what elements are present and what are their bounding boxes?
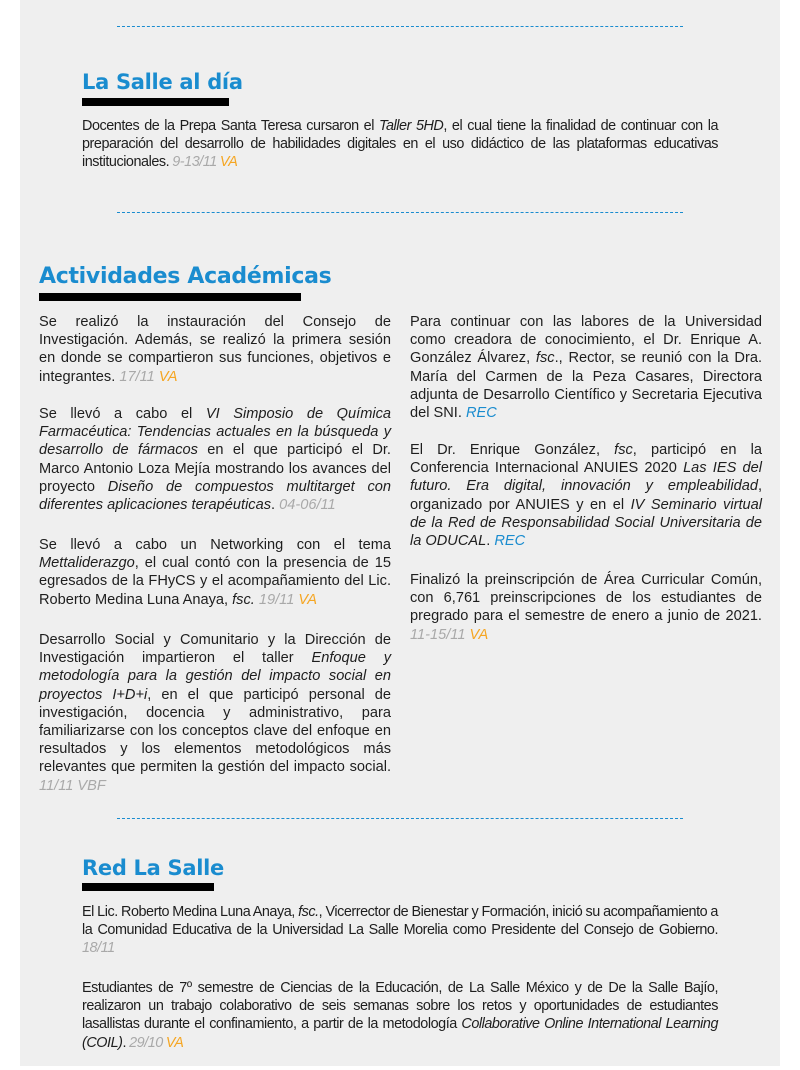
news-text: , el cual contó con la presencia de 15 egresados de la FHyCS y el acompañamiento del Lic. Roberto Medina Luna Anaya, — [39, 555, 391, 608]
news-text-italic: fsc. — [232, 591, 255, 608]
section-title-underline — [39, 293, 301, 301]
news-text: . — [271, 497, 280, 514]
news-date: 11/11 — [39, 777, 74, 794]
news-text: . — [486, 533, 495, 550]
section-divider — [117, 818, 683, 819]
section-title-la-salle-al-dia: La Salle al día — [82, 70, 243, 94]
news-text-italic: fsc — [535, 350, 555, 367]
news-text-italic: Collaborative Online International Learning (COIL) — [82, 1016, 718, 1051]
news-date: 18/11 — [82, 940, 115, 957]
news-item — [39, 405, 391, 514]
news-text-italic: Diseño de compuestos multitarget con diferentes aplicaciones terapéuticas — [39, 478, 391, 514]
section-divider — [117, 212, 683, 213]
news-source-tag: VA — [219, 154, 238, 171]
news-item — [410, 441, 762, 550]
news-date: 9-13/11 — [172, 154, 217, 171]
section-divider — [117, 26, 683, 27]
news-text: Desarrollo Social y Comunitario y la Dirección de Investigación impartieron el taller — [39, 632, 391, 667]
news-source-tag: REC — [494, 533, 526, 550]
news-source-tag: VA — [298, 591, 318, 608]
news-text: Finalizó la preinscripción de Área Curricular Común, con 6,761 preinscripciones de los estudiantes de pregrado para el semestre de enero a junio de 2021. — [410, 572, 762, 625]
news-text-italic: VI Simposio de Química Farmacéutica: Tendencias actuales en la búsqueda y desarrollo de fármacos — [39, 406, 392, 459]
news-source-tag: REC — [465, 405, 497, 422]
news-text: Docentes de la Prepa Santa Teresa cursaron el — [82, 118, 379, 134]
news-item — [39, 631, 391, 795]
news-item — [82, 979, 718, 1052]
news-date: 11-15/11 — [410, 626, 466, 643]
news-text: . — [122, 1034, 130, 1051]
section-title-underline — [82, 98, 229, 106]
news-text: , organizado por ANUIES y en el — [410, 478, 762, 513]
news-item — [410, 571, 762, 644]
news-text: Se llevó a cabo un Networking con el tema — [39, 537, 391, 553]
news-text: Para continuar con las labores de la Universidad como creadora de conocimiento, el Dr. Enrique A. González Álvarez, — [410, 314, 762, 367]
news-text-italic: Enfoque y metodología para la gestión del impacto social en proyectos I+D+i — [39, 650, 391, 703]
news-text-italic: fsc — [614, 442, 633, 458]
news-source-tag: VA — [158, 368, 178, 385]
news-source-tag: VBF — [77, 777, 106, 794]
news-item — [82, 117, 718, 172]
news-text: El Lic. Roberto Medina Luna Anaya, — [82, 904, 299, 920]
news-text: ., Rector, se reunió con la Dra. María del Carmen de la Peza Casares, Directora adjunta de Desarrollo Científico y Secretaria Ejecutiva del SNI. — [410, 350, 762, 422]
news-text: , el cual tiene la finalidad de continuar con la preparación del desarrollo de habilidades digitales en el uso didáctico de las plataformas educativas institucionales. — [82, 118, 719, 171]
news-text-italic: Mettaliderazgo — [39, 555, 135, 572]
news-source-tag: VA — [165, 1034, 184, 1051]
news-item — [39, 313, 391, 386]
news-item — [410, 313, 762, 422]
news-text-italic: IV Seminario virtual de la Red de Responsabilidad Social Universitaria de la ODUCAL — [410, 496, 762, 550]
news-text-italic: Las IES del futuro. Era digital, innovación y empleabilidad — [410, 460, 762, 495]
news-text-italic: fsc. — [298, 904, 319, 920]
news-text: Estudiantes de 7º semestre de Ciencias de la Educación, de La Salle México y de De la Salle Bajío, realizaron un trabajo colaborativo de seis semanas sobre los retos y oportunidades de estudiantes lasallistas durante el confinamiento, a partir de la metodología — [82, 980, 718, 1033]
news-date: 19/11 — [258, 591, 295, 608]
news-text: El Dr. Enrique González, — [410, 442, 615, 458]
news-text: , en el que participó personal de investigación, docencia y administrativo, para familiarizarse con los conceptos clave del enfoque en resultados y los elementos metodológicos más relevantes que permiten la gestión del impacto social. — [39, 686, 391, 776]
news-source-tag: VA — [469, 626, 489, 643]
section-title-actividades-academicas: Actividades Académicas — [39, 264, 332, 289]
news-date: 29/10 — [129, 1034, 163, 1051]
news-text: , Vicerrector de Bienestar y Formación, inició su acompañamiento a la Comunidad Educativa de la Universidad La Salle Morelia como Presidente del Consejo de Gobierno. — [82, 904, 718, 939]
news-text: Se realizó la instauración del Consejo de Investigación. Además, se realizó la primera sesión en donde se compartieron sus funciones, objetivos e integrantes. — [39, 314, 391, 385]
news-item — [82, 903, 718, 958]
news-text: Se llevó a cabo el — [39, 406, 206, 422]
news-text: , participó en la Conferencia Internacional ANUIES 2020 — [410, 442, 762, 477]
news-text-italic: Taller 5HD — [378, 118, 444, 134]
news-text: en el que participó el Dr. Marco Antonio Loza Mejía mostrando los avances del proyecto — [39, 442, 391, 495]
news-date: 17/11 — [119, 368, 155, 385]
news-date: 04-06/11 — [279, 497, 336, 514]
news-item — [39, 536, 391, 609]
section-title-red-la-salle: Red La Salle — [82, 856, 224, 880]
section-title-underline — [82, 883, 214, 891]
